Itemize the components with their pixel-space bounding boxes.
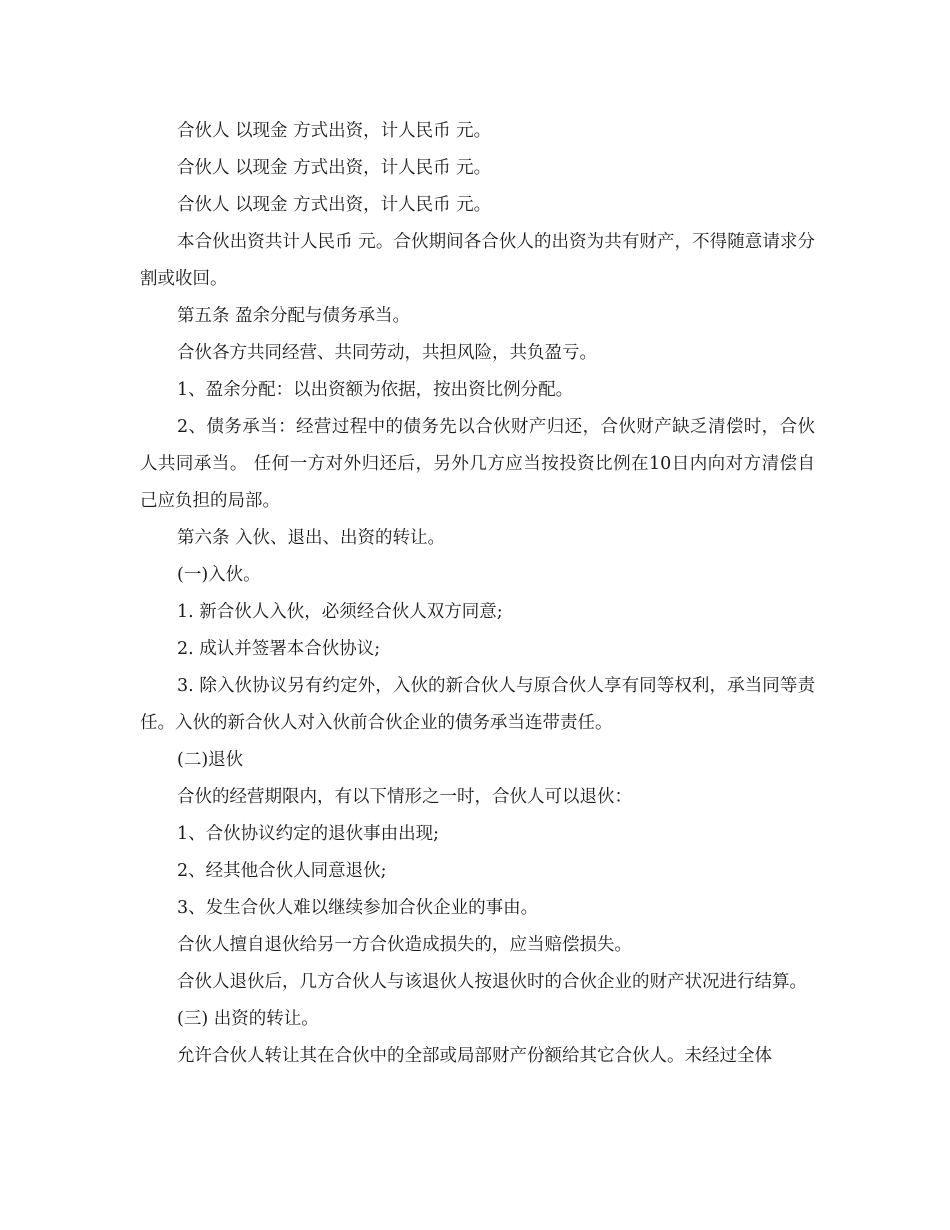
paragraph-withdrawal-compensation: 合伙人擅自退伙给另一方合伙造成损失的，应当赔偿损失。: [177, 935, 632, 955]
paragraph-contribution-1: 合伙人 以现金 方式出资，计人民币 元。: [177, 121, 492, 141]
list-item-debt-liability: 2、债务承当：经营过程中的债务先以合伙财产归还，合伙财产缺乏清偿时，合伙人共同承当。 任何一方对外归还后，另外几方应当按投资比例在10日内向对方清偿自己应负担的局部。: [140, 417, 815, 511]
paragraph-transfer: 允许合伙人转让其在合伙中的全部或局部财产份额给其它合伙人。未经过全体: [177, 1046, 772, 1066]
list-item-joining-3: 3. 除入伙协议另有约定外，入伙的新合伙人与原合伙人享有同等权利，承当同等责任。入伙的新合伙人对入伙前合伙企业的债务承当连带责任。: [140, 676, 815, 733]
heading-article-6: 第六条 入伙、退出、出资的转让。: [177, 528, 446, 548]
list-item-profit-distribution: 1、盈余分配：以出资额为依据，按出资比例分配。: [177, 380, 574, 400]
subheading-transfer: (三) 出资的转让。: [177, 1009, 319, 1029]
list-item-joining-1: 1. 新合伙人入伙，必须经合伙人双方同意;: [177, 602, 503, 622]
paragraph-total-contribution: 本合伙出资共计人民币 元。合伙期间各合伙人的出资为共有财产，不得随意请求分割或收回。: [140, 232, 815, 289]
paragraph-joint-operation: 合伙各方共同经营、共同劳动，共担风险，共负盈亏。: [177, 343, 597, 363]
heading-article-5: 第五条 盈余分配与债务承当。: [177, 306, 411, 326]
subheading-withdrawal: (二)退伙: [177, 750, 244, 770]
paragraph-contribution-2: 合伙人 以现金 方式出资，计人民币 元。: [177, 158, 492, 178]
paragraph-withdrawal-conditions: 合伙的经营期限内，有以下情形之一时，合伙人可以退伙：: [177, 787, 632, 807]
paragraph-withdrawal-settlement: 合伙人退伙后，几方合伙人与该退伙人按退伙时的合伙企业的财产状况进行结算。: [177, 972, 807, 992]
list-item-withdrawal-2: 2、经其他合伙人同意退伙;: [177, 861, 387, 881]
document-body: [140, 113, 815, 1075]
paragraph-contribution-3: 合伙人 以现金 方式出资，计人民币 元。: [177, 195, 492, 215]
list-item-withdrawal-1: 1、合伙协议约定的退伙事由出现;: [177, 824, 440, 844]
subheading-joining: (一)入伙。: [177, 565, 261, 585]
list-item-withdrawal-3: 3、发生合伙人难以继续参加合伙企业的事由。: [177, 898, 539, 918]
list-item-joining-2: 2. 成认并签署本合伙协议;: [177, 639, 381, 659]
